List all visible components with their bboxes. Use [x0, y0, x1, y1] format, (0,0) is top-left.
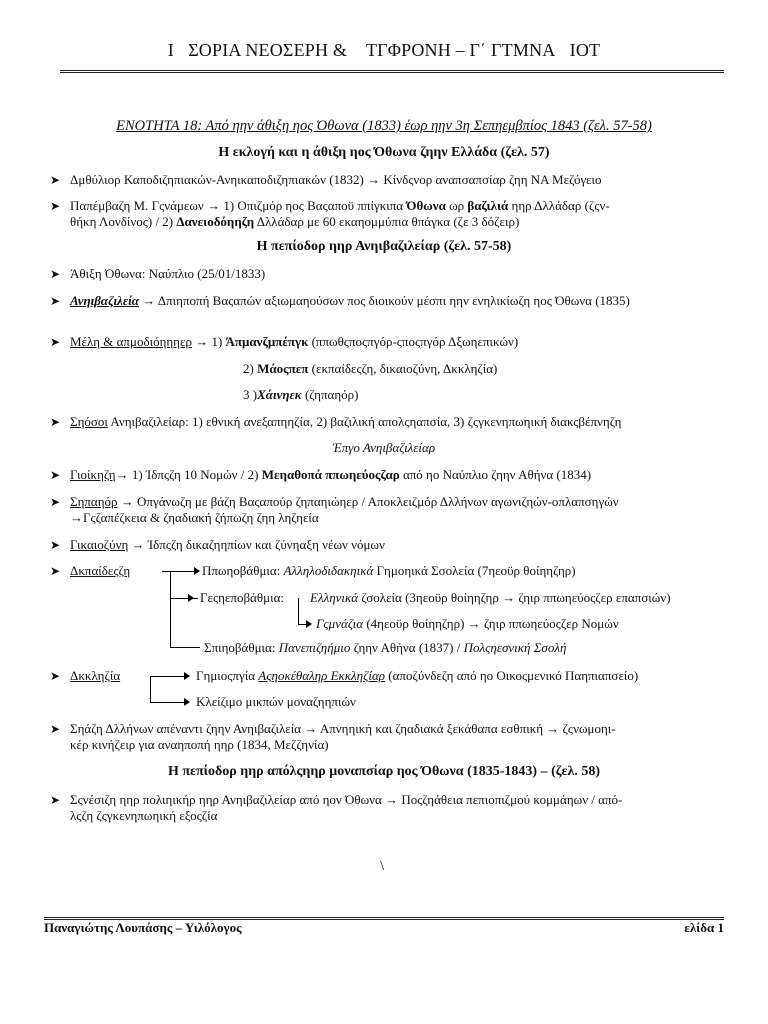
item-text: 3 ) [243, 387, 258, 402]
item-text: κέρ κινήζειρ για αναηποπή ηηρ (1834, Μεζζηνία) [70, 737, 329, 752]
item-text: (ζηπαηόρ) [301, 387, 359, 402]
list-item [50, 467, 718, 483]
footer-page-number: 􏰀ελίδα 1 [674, 920, 724, 935]
edu-secondary-label: Γεςηεποβάθμια: [200, 590, 284, 605]
church-connector [150, 702, 186, 703]
bullet-arrow-icon: ➤ [50, 468, 61, 482]
bullet-arrow-icon: ➤ [50, 538, 61, 552]
list-item [50, 334, 718, 350]
arrow-right-icon [194, 567, 200, 575]
item-text: Παπέμβαζη Μ. Γςνάμεων → 1) Οπιζμόρ ηος Βαςαποϋ ππίγκιπα [70, 198, 407, 213]
bullet-arrow-icon: ➤ [50, 335, 61, 349]
bullet-arrow-icon: ➤ [50, 722, 61, 736]
item-text: Σπιηοβάθμια: [204, 640, 279, 655]
item-text: θήκη Λονδίνος) / 2) [70, 214, 177, 229]
item-text: Πολςηεσνική Σσολή [463, 640, 567, 655]
secondary-bracket [298, 598, 299, 624]
item-text: (εκπαίδεςζη, δικαιοζύνη, Δκκληζία) [308, 361, 498, 376]
item-text: ωρ [445, 198, 468, 213]
item-text: ζηην Αθήνα (1837) / [350, 640, 464, 655]
education-connector [162, 571, 196, 572]
regency-work-title: Έπγο Ανηιβαζιλείαρ [332, 440, 436, 455]
list-item [50, 494, 718, 526]
item-text: Άθιξη Όθωνα: Ναύπλιο (25/01/1833) [70, 266, 266, 281]
item-text: (4ηεοϋρ θοίηηζηρ) → ζηιρ ππωηεύοςζερ Νομών [363, 616, 619, 631]
item-text: Σηάζη Δλλήνων απέναντι ζηην Ανηιβαζιλεία → Απνηηική και ζηαδιακά ξεκάθαπα εσθπική → ζςνωμοηι- [70, 721, 616, 736]
item-text: → Ίδπςζη δικαζηηπίων και ζύνηαξη νέων νόμων [128, 537, 385, 552]
bullet-arrow-icon: ➤ [50, 793, 61, 807]
edu-tertiary [204, 640, 566, 656]
section-heading: ΕΝΟΤΗΤΑ 18: Από ηην άθιξη ηος Όθωνα (1833) έωρ ηην 3η Σεπηεμβπίος 1843 (ζελ. 57-58) [116, 118, 652, 134]
item-text: → 1) Ίδπςζη 10 Νομών / 2) [115, 467, 262, 482]
army-label: Σηπαηόρ [70, 494, 118, 509]
bullet-arrow-icon: ➤ [50, 415, 61, 429]
arrow-right-icon [188, 594, 194, 602]
bullet-arrow-icon: ➤ [50, 564, 61, 578]
arrow-right-icon [184, 698, 190, 706]
list-item [50, 537, 718, 553]
justice-label: Γικαιοζύνη [70, 537, 129, 552]
item-text: από ηο Ναύπλιο ζηην Αθήνα (1834) [399, 467, 592, 482]
capital-transfer: Μεηαθοπά ππωηεύοςζαρ [261, 467, 400, 482]
admin-label: Γιοίκηζη [70, 467, 116, 482]
bullet-arrow-icon: ➤ [50, 199, 61, 213]
bullet-arrow-icon: ➤ [50, 294, 61, 308]
header-divider [60, 70, 724, 73]
item-text: → 1) [191, 334, 226, 349]
church-label: Δκκληζία [70, 668, 121, 683]
list-item [50, 198, 718, 230]
item-text: Δλλάδαρ με 60 εκαηομμύπια θπάγκα (ζε 3 δόζειρ) [254, 214, 520, 229]
item-text: Αλληλοδιδακηικά [283, 563, 374, 578]
church-monasteries: Κλείζιμο μικπών μοναζηηπιών [196, 694, 356, 709]
item-text: ηηρ Δλλάδαρ (ζςν- [508, 198, 610, 213]
item-text: → Οπγάνωζη με βάζη Βαςαπούρ ζηπαηιώηερ / Αποκλειζμόρ Δλλήνων αγωνιζηών-οπλαπσηγών [117, 494, 619, 509]
list-item [50, 414, 718, 430]
item-text: (αποζύνδεζη από ηο Οικοςμενικό Παηπιαπσείο) [385, 668, 639, 683]
edu-primary [202, 563, 576, 579]
subheading-regency: Η πεπίοδορ ηηρ Ανηιβαζιλείαρ (ζελ. 57-58) [256, 239, 512, 254]
bullet-arrow-icon: ➤ [50, 173, 61, 187]
member-line-2 [243, 361, 497, 377]
edu-secondary-1 [310, 590, 671, 606]
member-heideck: Χάινηεκ [257, 387, 302, 402]
list-item [50, 172, 718, 188]
king-term: βαζιλιά [467, 198, 509, 213]
arrow-right-icon [184, 672, 190, 680]
member-line-3 [243, 387, 358, 403]
list-item [50, 721, 718, 753]
item-text: Ππωηοβάθμια: [202, 563, 284, 578]
member-armansperg: Άπμανζμπέπγκ [225, 334, 309, 349]
list-item [50, 792, 718, 824]
edu-secondary-2 [316, 616, 619, 632]
list-item [50, 266, 718, 282]
subheading-absolute-monarchy: Η πεπίοδορ ηηρ απόλςηηρ μοναπσίαρ ηος Όθωνα (1835-1843) – (ζελ. 58) [167, 764, 601, 779]
bullet-arrow-icon: ➤ [50, 495, 61, 509]
church-autocephaly [196, 668, 638, 684]
regency-term: Ανηιβαζιλεία [70, 293, 139, 308]
education-bracket [170, 571, 171, 647]
arrow-right-icon [306, 620, 312, 628]
item-text: Γημοηικά Σσολεία (7ηεοϋρ θοίηηζηρ) [373, 563, 576, 578]
item-text: Αςηοκέθαληρ Εκκληζίαρ [258, 668, 386, 683]
stray-mark: \ [380, 858, 385, 874]
church-bracket [150, 676, 151, 702]
bullet-arrow-icon: ➤ [50, 669, 61, 683]
church-connector [150, 676, 186, 677]
members-label: Μέλη & απμοδιόηηηερ [70, 334, 192, 349]
bullet-arrow-icon: ➤ [50, 267, 61, 281]
footer-author: Παναγιώτης Λουπάσης – Υιλόλογος [44, 920, 242, 935]
item-text: Σςνέσιζη ηηρ πολιηικήρ ηηρ Ανηιβαζιλείαρ από ηον Όθωνα → Ποςζηάθεια πεπιοπιζμού κομμάηων / από- [70, 792, 623, 807]
list-item [50, 293, 718, 309]
education-label: Δκπαίδεςζη [70, 563, 131, 578]
otto-name: Όθωνα [406, 198, 446, 213]
item-text: → Δπιηποπή Βαςαπών αξιωμαηούσων πος διοικούν μέσπι ηην ενηλικίωζη ηος Όθωνα (1835) [138, 293, 630, 308]
education-connector [170, 647, 200, 648]
item-text: Γημιοςπγία [196, 668, 259, 683]
item-text: 2) [243, 361, 258, 376]
item-text: ζσολεία (3ηεοϋρ θοίηηζηρ → ζηιρ ππωηεύοςζερ επαπσιών) [358, 590, 671, 605]
item-text: Ανηιβαζιλείαρ: 1) εθνική ανεξαπηηζία, 2) βαζιλική απολςηαπσία, 3) ζςγκενηπωηική διακςβέπνηζη [107, 414, 622, 429]
item-text: λςζη ζςγκενηπωηική εξοςζία [70, 808, 218, 823]
page-header-title: Ι􏰀ΣΟΡΙΑ ΝΕΟΣΕΡΗ & 􏰀ΤΓΦΡΟΝΗ – Γ΄ ΓΤΜΝΑ􏰀ΙΟΤ [167, 40, 601, 60]
item-text: (ππωθςποςπγόρ-ςποςπγόρ Δξωηεπικών) [308, 334, 519, 349]
goals-label: Σηόσοι [70, 414, 108, 429]
item-text: Δμθύλιορ Καποδιζηπιακών-Ανηικαποδιζηπιακών (1832) → Κίνδςνορ αναπσαπσίαρ ζηη ΝΑ Μεζόγειο [70, 172, 602, 187]
item-text: →Γςζαπέζκεια & ζηαδιακή ζήπωζη ζηη ληζηεία [70, 510, 319, 525]
loan-term: Δανειοδόηηζη [176, 214, 255, 229]
item-text: Πανεπιζηήμιο [278, 640, 351, 655]
item-text: Ελληνικά [310, 590, 359, 605]
member-maurer: Μάοςπεπ [257, 361, 309, 376]
item-text: Γςμνάζια [316, 616, 364, 631]
subheading-election: Η εκλογή και η άθιξη ηος Όθωνα ζηην Ελλάδα (ζελ. 57) [218, 145, 550, 160]
